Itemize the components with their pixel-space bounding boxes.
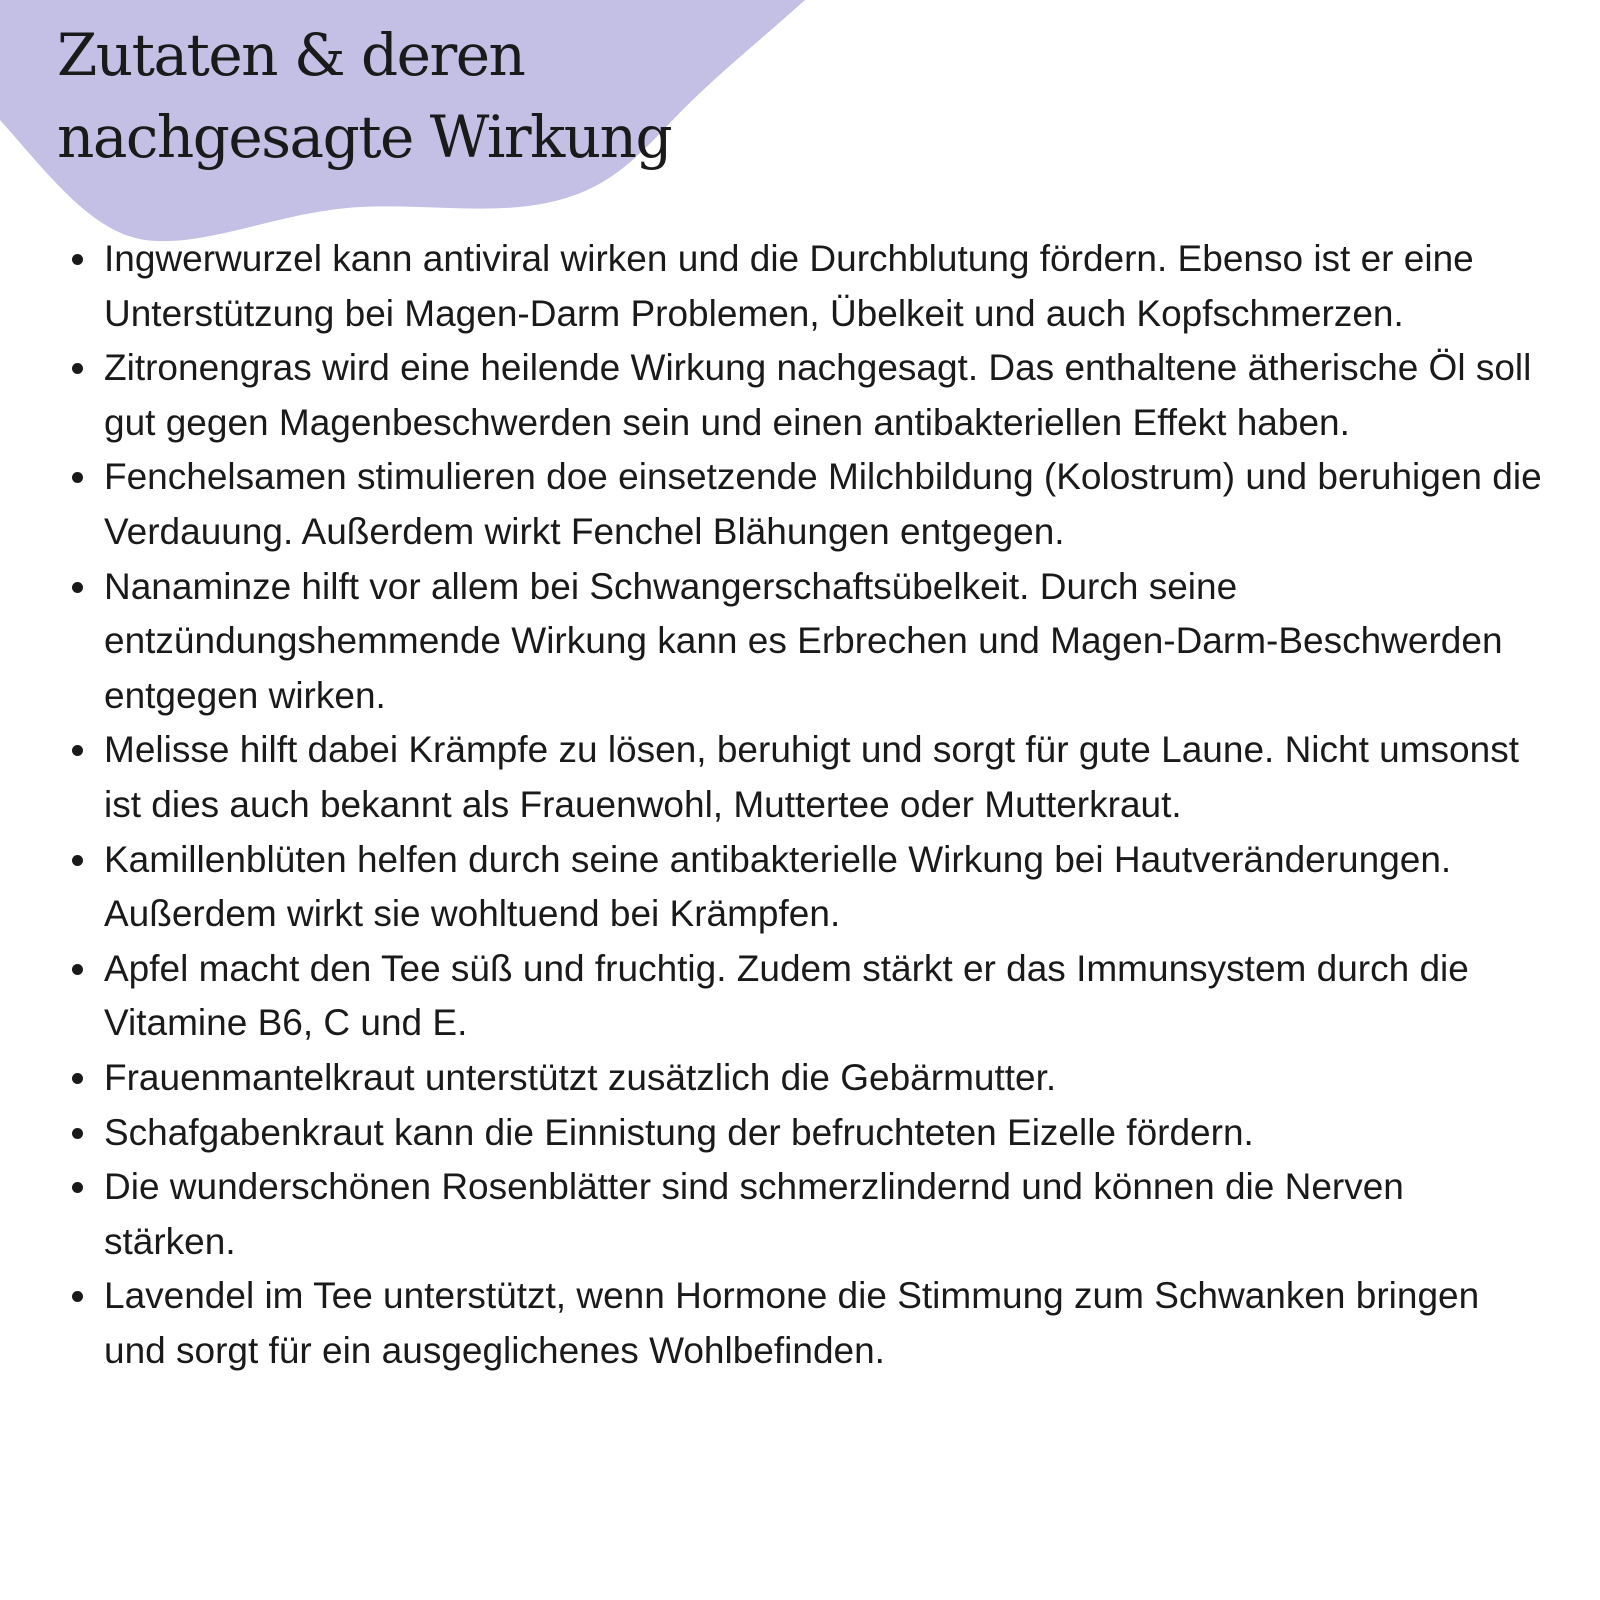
bullet-icon — [72, 472, 83, 483]
bullet-icon — [72, 745, 83, 756]
list-item-text: Lavendel im Tee unterstützt, wenn Hormone die Stimmung zum Schwanken bringen und sorgt für ein ausgeglichenes Wohlbefinden. — [104, 1275, 1480, 1371]
list-item-text: Zitronengras wird eine heilende Wirkung nachgesagt. Das enthaltene ätherische Öl soll gut gegen Magenbeschwerden sein und einen antibakteriellen Effekt haben. — [104, 347, 1532, 443]
list-item-text: Apfel macht den Tee süß und fruchtig. Zudem stärkt er das Immunsystem durch die Vitamine B6, C und E. — [104, 947, 1469, 1044]
list-item-frauenmantelkraut — [104, 1051, 1544, 1106]
title-line-2: nachgesagte Wirkung — [57, 103, 672, 171]
list-item-apfel — [104, 942, 1544, 1051]
list-item-nanaminze — [104, 560, 1544, 724]
list-item-text: Ingwerwurzel kann antiviral wirken und die Durchblutung fördern. Ebenso ist er eine Unterstützung bei Magen-Darm Problemen, Übelkeit und auch Kopfschmerzen. — [104, 238, 1474, 334]
list-item-kamillenblueten — [104, 833, 1544, 942]
list-item-text: Melisse hilft dabei Krämpfe zu lösen, beruhigt und sorgt für gute Laune. Nicht umsonst ist dies auch bekannt als Frauenwohl, Muttertee oder Mutterkraut. — [104, 729, 1519, 825]
bullet-icon — [72, 1128, 83, 1139]
bullet-icon — [72, 254, 83, 265]
list-item-text: Fenchelsamen stimulieren doe einsetzende Milchbildung (Kolostrum) und beruhigen die Verdauung. Außerdem wirkt Fenchel Blähungen entgegen. — [104, 456, 1542, 552]
list-item-rosenblaetter — [104, 1160, 1544, 1269]
list-item-text: Schafgabenkraut kann die Einnistung der befruchteten Eizelle fördern. — [104, 1111, 1254, 1153]
list-item-fenchelsamen — [104, 450, 1544, 559]
list-item-text: Nanaminze hilft vor allem bei Schwangerschaftsübelkeit. Durch seine entzündungshemmende Wirkung kann es Erbrechen und Magen-Darm-Beschwerden entgegen wirken. — [104, 565, 1503, 716]
title-line-1: Zutaten & deren — [57, 21, 525, 89]
bullet-icon — [72, 855, 83, 866]
list-item-text: Frauenmantelkraut unterstützt zusätzlich die Gebärmutter. — [104, 1056, 1057, 1098]
bullet-icon — [72, 1182, 83, 1193]
list-item-ingwerwurzel — [104, 232, 1544, 341]
list-item-zitronengras — [104, 341, 1544, 450]
bullet-icon — [72, 964, 83, 975]
bullet-icon — [72, 363, 83, 374]
ingredient-list — [104, 232, 1544, 1378]
bullet-icon — [72, 582, 83, 593]
list-item-lavendel — [104, 1269, 1544, 1378]
list-item-text: Die wunderschönen Rosenblätter sind schmerzlindernd und können die Nerven stärken. — [104, 1166, 1404, 1262]
list-item-schafgabenkraut — [104, 1106, 1544, 1161]
page-title — [57, 14, 671, 178]
list-item-melisse — [104, 723, 1544, 832]
list-item-text: Kamillenblüten helfen durch seine antibakterielle Wirkung bei Hautveränderungen. Außerdem wirkt sie wohltuend bei Krämpfen. — [104, 838, 1452, 935]
bullet-icon — [72, 1291, 83, 1302]
bullet-icon — [72, 1073, 83, 1084]
